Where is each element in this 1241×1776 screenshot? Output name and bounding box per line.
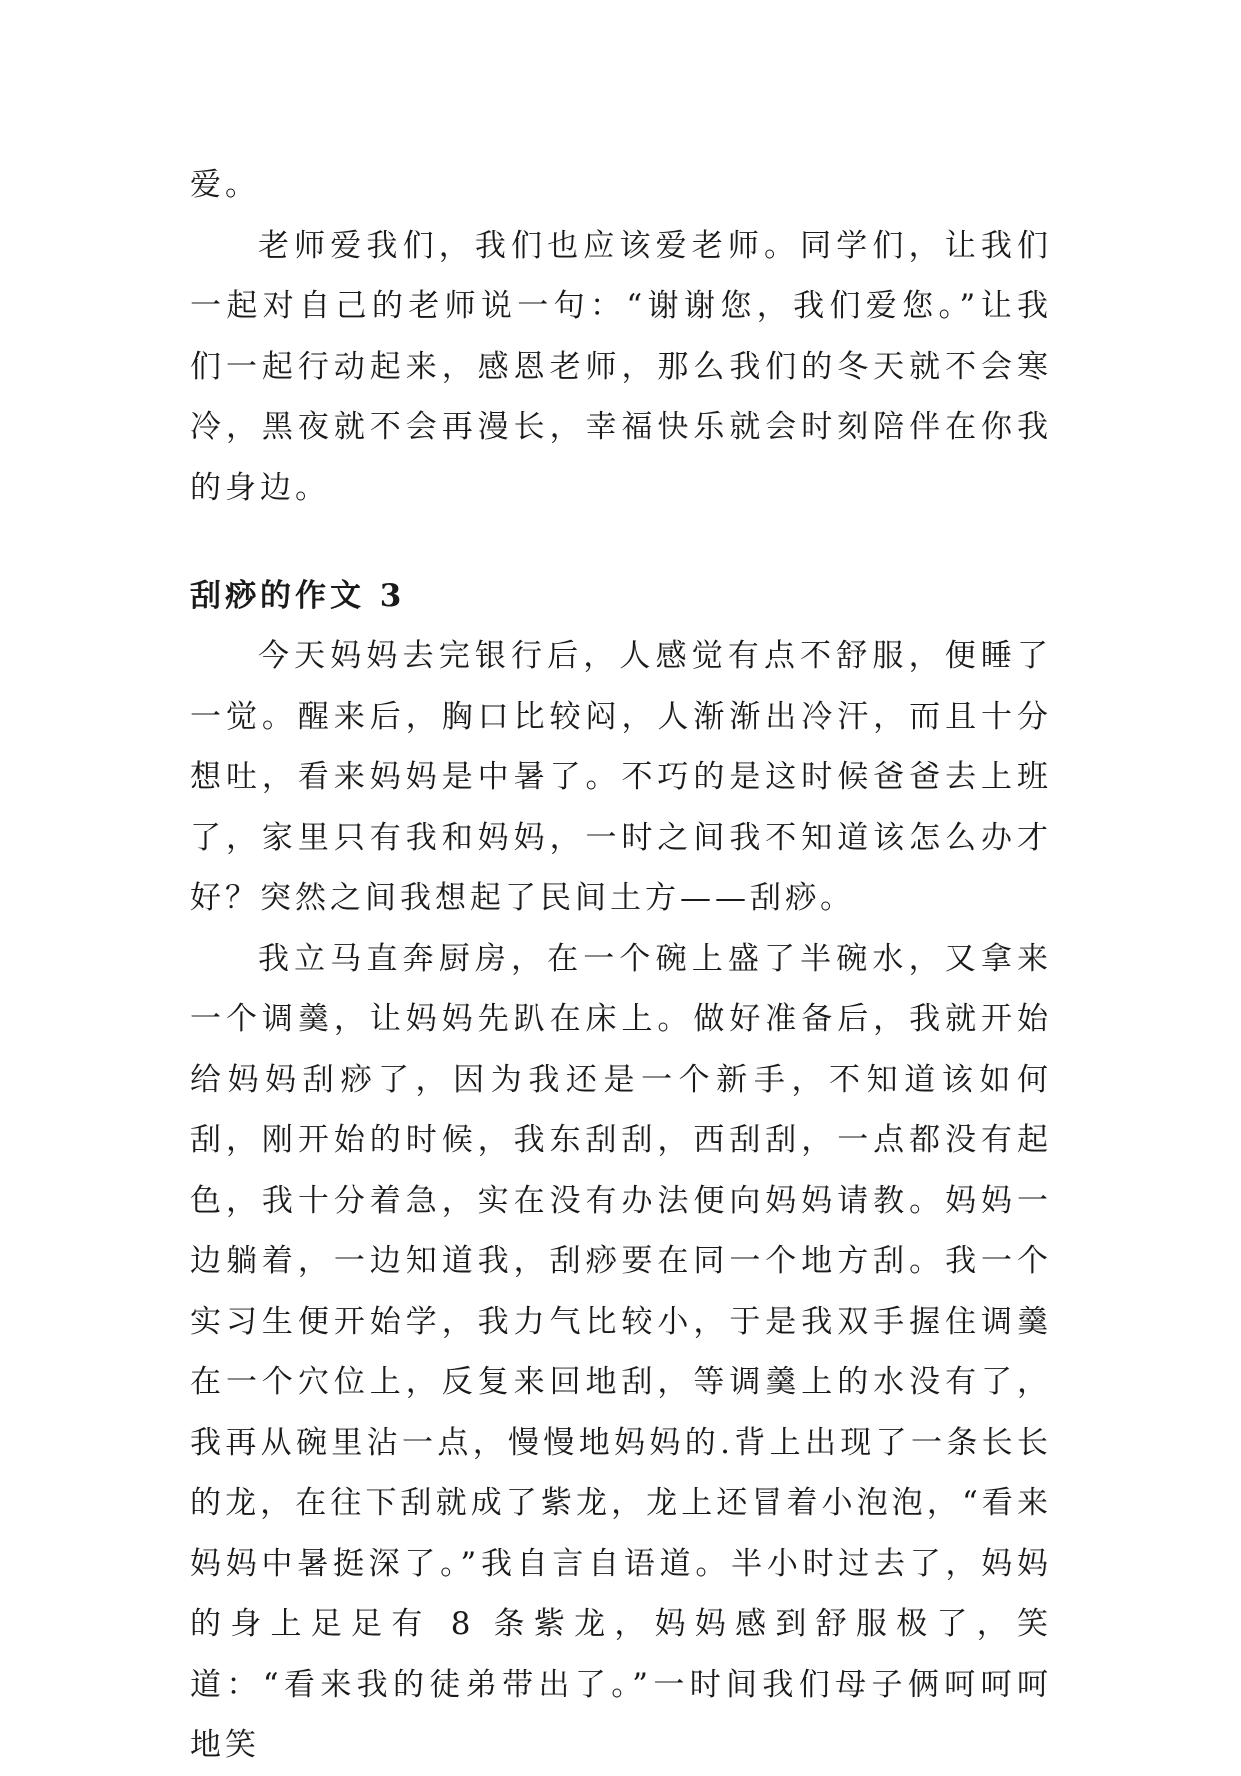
document-body [190, 155, 1052, 1776]
paragraph-gua-sha-process: 我立马直奔厨房，在一个碗上盛了半碗水，又拿来一个调羹，让妈妈先趴在床上。做好准备后，我就开始给妈妈刮痧了，因为我还是一个新手，不知道该如何刮，刚开始的时候，我东刮刮，西刮刮，一点都没有起色，我十分着急，实在没有办法便向妈妈请教。妈妈一边躺着，一边知道我，刮痧要在同一个地方刮。我一个实习生便开始学，我力气比较小，于是我双手握住调羹在一个穴位上，反复来回地刮，等调羹上的水没有了，我再从碗里沾一点，慢慢地妈妈的.背上出现了一条长长的龙，在往下刮就成了紫龙，龙上还冒着小泡泡，“看来妈妈中暑挺深了。”我自言自语道。半小时过去了，妈妈的身上足足有 8 条紫龙，妈妈感到舒服极了，笑道：“看来我的徒弟带出了。”一时间我们母子俩呵呵呵地笑 [190, 940, 1052, 1763]
paragraph-thank-teachers: 老师爱我们，我们也应该爱老师。同学们，让我们一起对自己的老师说一句：“谢谢您，我们爱您。”让我们一起行动起来，感恩老师，那么我们的冬天就不会寒冷，黑夜就不会再漫长，幸福快乐就会时刻陪伴在你我的身边。 [190, 227, 1052, 506]
paragraph-continuation: 爱。 [190, 167, 260, 203]
section-title: 刮痧的作文 3 [190, 578, 406, 614]
paragraph-mother-heatstroke: 今天妈妈去完银行后，人感觉有点不舒服，便睡了一觉。醒来后，胸口比较闷，人渐渐出冷汗，而且十分想吐，看来妈妈是中暑了。不巧的是这时候爸爸去上班了，家里只有我和妈妈，一时之间我不知道该怎么办才好？突然之间我想起了民间土方——刮痧。 [190, 638, 1052, 916]
